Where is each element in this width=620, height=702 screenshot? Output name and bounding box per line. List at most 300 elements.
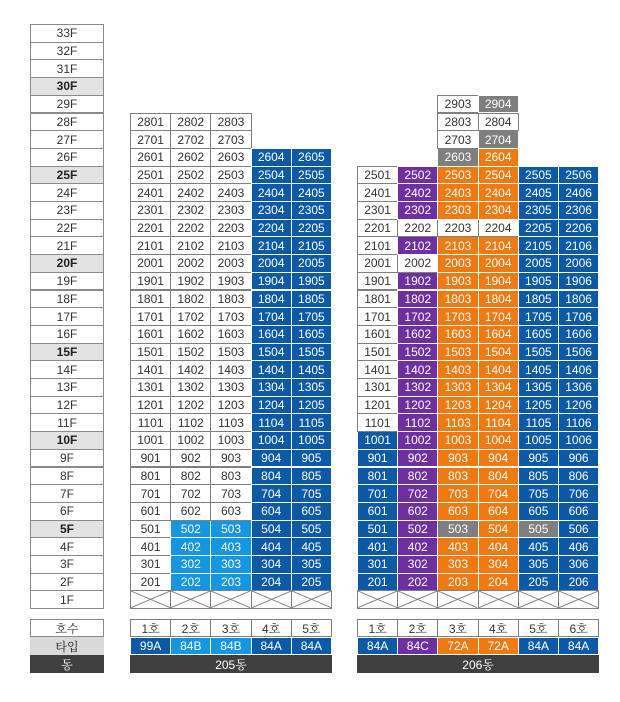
unit-cell: 2601 <box>130 148 171 167</box>
floor-label: 14F <box>30 360 104 379</box>
unit-cell: 902 <box>170 449 211 468</box>
unit-cell: 1203 <box>437 396 478 415</box>
floor-label: 17F <box>30 307 104 326</box>
unit-cell: 501 <box>130 520 171 539</box>
unit-cell: 2301 <box>130 201 171 220</box>
unit-cell: 702 <box>397 484 438 503</box>
unit-cell: 2002 <box>397 254 438 273</box>
unit-cell: 1902 <box>170 272 211 291</box>
unit-cell: 703 <box>210 484 251 503</box>
unit-cell: 1104 <box>251 413 292 432</box>
unit-cell: 2205 <box>518 219 559 238</box>
unit-cell: 204 <box>251 573 292 592</box>
floor-label: 2F <box>30 573 104 592</box>
unit-cell: 802 <box>170 467 211 486</box>
unit-cell: 804 <box>478 467 519 486</box>
unit-cell: 2602 <box>170 148 211 167</box>
unit-cell: 1001 <box>130 431 171 450</box>
floor-label: 24F <box>30 183 104 202</box>
unit-cell: 306 <box>558 555 599 574</box>
unit-cell: 2501 <box>130 166 171 185</box>
unit-cell: 1906 <box>558 272 599 291</box>
unit-cell: 504 <box>251 520 292 539</box>
pilotis-cross-icon <box>397 590 438 609</box>
unit-cell: 603 <box>437 502 478 521</box>
unit-cell: 1206 <box>558 396 599 415</box>
unit-cell: 703 <box>437 484 478 503</box>
unit-cell: 1801 <box>357 290 398 309</box>
unit-cell: 406 <box>558 537 599 556</box>
unit-cell: 1404 <box>251 360 292 379</box>
unit-cell: 2306 <box>558 201 599 220</box>
unit-cell: 505 <box>291 520 332 539</box>
unit-cell: 1504 <box>478 343 519 362</box>
floor-label: 30F <box>30 77 104 96</box>
unit-cell: 2402 <box>170 183 211 202</box>
unit-cell: 605 <box>518 502 559 521</box>
unit-number-label: 2호 <box>397 619 438 637</box>
floor-label: 33F <box>30 24 104 43</box>
unit-type-label: 84A <box>251 637 292 655</box>
unit-cell: 1102 <box>170 413 211 432</box>
unit-type-label: 84A <box>558 637 599 655</box>
unit-cell: 203 <box>437 573 478 592</box>
unit-cell: 2201 <box>130 219 171 238</box>
unit-cell: 2101 <box>130 236 171 255</box>
unit-type-label: 84B <box>170 637 211 655</box>
floor-label: 6F <box>30 502 104 521</box>
unit-cell: 1501 <box>130 343 171 362</box>
unit-cell: 2103 <box>210 236 251 255</box>
unit-cell: 2701 <box>130 130 171 149</box>
unit-cell: 1302 <box>170 378 211 397</box>
unit-cell: 1603 <box>210 325 251 344</box>
floor-label: 25F <box>30 166 104 185</box>
unit-cell: 705 <box>291 484 332 503</box>
floor-label: 29F <box>30 95 104 114</box>
unit-cell: 1905 <box>291 272 332 291</box>
unit-cell: 2105 <box>291 236 332 255</box>
unit-cell: 1002 <box>397 431 438 450</box>
unit-cell: 2001 <box>357 254 398 273</box>
unit-cell: 701 <box>357 484 398 503</box>
unit-cell: 2703 <box>210 130 251 149</box>
unit-cell: 1004 <box>251 431 292 450</box>
unit-cell: 1605 <box>291 325 332 344</box>
unit-cell: 1803 <box>210 290 251 309</box>
unit-cell: 2503 <box>437 166 478 185</box>
floor-label: 11F <box>30 413 104 432</box>
unit-cell: 1802 <box>170 290 211 309</box>
unit-cell: 1004 <box>478 431 519 450</box>
floor-label: 26F <box>30 148 104 167</box>
unit-cell: 1606 <box>558 325 599 344</box>
unit-cell: 805 <box>518 467 559 486</box>
unit-cell: 1904 <box>478 272 519 291</box>
floor-label: 28F <box>30 113 104 132</box>
unit-cell: 1806 <box>558 290 599 309</box>
unit-cell: 2506 <box>558 166 599 185</box>
floor-label: 4F <box>30 537 104 556</box>
unit-cell: 2801 <box>130 113 171 132</box>
unit-cell: 2206 <box>558 219 599 238</box>
unit-cell: 206 <box>558 573 599 592</box>
unit-cell: 805 <box>291 467 332 486</box>
unit-cell: 1705 <box>518 307 559 326</box>
unit-cell: 2102 <box>397 236 438 255</box>
pilotis-cross-icon <box>210 590 251 609</box>
unit-cell: 1205 <box>518 396 559 415</box>
unit-cell: 2203 <box>210 219 251 238</box>
unit-cell: 1102 <box>397 413 438 432</box>
unit-cell: 2005 <box>518 254 559 273</box>
unit-cell: 1105 <box>291 413 332 432</box>
unit-cell: 901 <box>130 449 171 468</box>
unit-cell: 2101 <box>357 236 398 255</box>
unit-cell: 404 <box>478 537 519 556</box>
unit-cell: 606 <box>558 502 599 521</box>
unit-number-label: 2호 <box>170 619 211 637</box>
unit-cell: 2803 <box>210 113 251 132</box>
unit-cell: 2501 <box>357 166 398 185</box>
unit-cell: 1805 <box>518 290 559 309</box>
unit-cell: 2605 <box>291 148 332 167</box>
unit-cell: 1505 <box>291 343 332 362</box>
unit-cell: 203 <box>210 573 251 592</box>
unit-cell: 705 <box>518 484 559 503</box>
unit-cell: 1003 <box>210 431 251 450</box>
floor-label: 16F <box>30 325 104 344</box>
unit-cell: 1003 <box>437 431 478 450</box>
unit-cell: 2004 <box>251 254 292 273</box>
unit-cell: 1803 <box>437 290 478 309</box>
floor-label: 31F <box>30 59 104 78</box>
unit-cell: 903 <box>437 449 478 468</box>
unit-cell: 2202 <box>397 219 438 238</box>
unit-cell: 1402 <box>397 360 438 379</box>
unit-cell: 2406 <box>558 183 599 202</box>
unit-cell: 2105 <box>518 236 559 255</box>
unit-cell: 1604 <box>251 325 292 344</box>
unit-number-label: 1호 <box>357 619 398 637</box>
unit-cell: 1406 <box>558 360 599 379</box>
unit-cell: 1604 <box>478 325 519 344</box>
unit-cell: 702 <box>170 484 211 503</box>
unit-cell: 2403 <box>437 183 478 202</box>
floor-label: 9F <box>30 449 104 468</box>
unit-cell: 502 <box>397 520 438 539</box>
unit-type-label: 84B <box>210 637 251 655</box>
unit-cell: 2205 <box>291 219 332 238</box>
unit-cell: 1502 <box>170 343 211 362</box>
unit-cell: 601 <box>130 502 171 521</box>
floor-label: 7F <box>30 484 104 503</box>
unit-cell: 2504 <box>251 166 292 185</box>
unit-type-label: 99A <box>130 637 171 655</box>
pilotis-cross-icon <box>130 590 171 609</box>
floor-label: 5F <box>30 520 104 539</box>
unit-cell: 201 <box>357 573 398 592</box>
unit-cell: 1205 <box>291 396 332 415</box>
unit-cell: 1902 <box>397 272 438 291</box>
unit-cell: 2305 <box>291 201 332 220</box>
floor-label: 22F <box>30 219 104 238</box>
unit-cell: 1201 <box>130 396 171 415</box>
unit-cell: 601 <box>357 502 398 521</box>
unit-cell: 1702 <box>397 307 438 326</box>
unit-cell: 201 <box>130 573 171 592</box>
floor-label: 32F <box>30 42 104 61</box>
unit-cell: 1403 <box>210 360 251 379</box>
unit-cell: 302 <box>397 555 438 574</box>
unit-cell: 2202 <box>170 219 211 238</box>
unit-cell: 1006 <box>558 431 599 450</box>
unit-type-label: 84A <box>518 637 559 655</box>
unit-cell: 2405 <box>291 183 332 202</box>
unit-cell: 1603 <box>437 325 478 344</box>
unit-cell: 1701 <box>130 307 171 326</box>
unit-cell: 1405 <box>291 360 332 379</box>
building-name-label: 206동 <box>357 655 599 673</box>
unit-cell: 501 <box>357 520 398 539</box>
unit-cell: 1404 <box>478 360 519 379</box>
unit-cell: 1705 <box>291 307 332 326</box>
unit-cell: 1601 <box>357 325 398 344</box>
unit-cell: 905 <box>518 449 559 468</box>
unit-cell: 405 <box>291 537 332 556</box>
unit-cell: 2502 <box>170 166 211 185</box>
unit-number-label: 3호 <box>210 619 251 637</box>
unit-type-label: 72A <box>437 637 478 655</box>
unit-cell: 2503 <box>210 166 251 185</box>
unit-cell: 903 <box>210 449 251 468</box>
unit-cell: 1001 <box>357 431 398 450</box>
unit-cell: 801 <box>357 467 398 486</box>
unit-cell: 205 <box>291 573 332 592</box>
hosu-row-label: 호수 <box>30 619 104 637</box>
unit-cell: 2201 <box>357 219 398 238</box>
unit-cell: 1401 <box>357 360 398 379</box>
unit-cell: 2804 <box>478 113 519 132</box>
pilotis-cross-icon <box>357 590 398 609</box>
unit-cell: 704 <box>478 484 519 503</box>
unit-cell: 1305 <box>518 378 559 397</box>
unit-cell: 1701 <box>357 307 398 326</box>
unit-cell: 1002 <box>170 431 211 450</box>
unit-cell: 1203 <box>210 396 251 415</box>
unit-cell: 202 <box>170 573 211 592</box>
unit-cell: 2604 <box>251 148 292 167</box>
unit-cell: 1905 <box>518 272 559 291</box>
unit-cell: 1504 <box>251 343 292 362</box>
unit-cell: 205 <box>518 573 559 592</box>
unit-cell: 2603 <box>437 148 478 167</box>
unit-cell: 202 <box>397 573 438 592</box>
unit-cell: 1204 <box>251 396 292 415</box>
floor-label: 20F <box>30 254 104 273</box>
unit-cell: 1403 <box>437 360 478 379</box>
unit-cell: 403 <box>437 537 478 556</box>
unit-cell: 602 <box>170 502 211 521</box>
unit-cell: 2303 <box>437 201 478 220</box>
unit-cell: 2204 <box>478 219 519 238</box>
unit-cell: 1005 <box>291 431 332 450</box>
unit-cell: 2001 <box>130 254 171 273</box>
unit-cell: 2104 <box>478 236 519 255</box>
unit-cell: 1805 <box>291 290 332 309</box>
unit-cell: 605 <box>291 502 332 521</box>
unit-cell: 2304 <box>251 201 292 220</box>
unit-cell: 704 <box>251 484 292 503</box>
floor-label: 8F <box>30 467 104 486</box>
unit-cell: 1304 <box>478 378 519 397</box>
unit-cell: 2004 <box>478 254 519 273</box>
unit-cell: 906 <box>558 449 599 468</box>
unit-cell: 2904 <box>478 95 519 114</box>
pilotis-cross-icon <box>251 590 292 609</box>
unit-cell: 503 <box>437 520 478 539</box>
unit-cell: 2404 <box>478 183 519 202</box>
unit-cell: 1201 <box>357 396 398 415</box>
floor-label: 1F <box>30 590 104 609</box>
unit-cell: 304 <box>478 555 519 574</box>
unit-cell: 2103 <box>437 236 478 255</box>
unit-cell: 504 <box>478 520 519 539</box>
unit-cell: 1702 <box>170 307 211 326</box>
unit-cell: 801 <box>130 467 171 486</box>
unit-number-label: 4호 <box>478 619 519 637</box>
unit-cell: 1903 <box>437 272 478 291</box>
unit-cell: 1901 <box>357 272 398 291</box>
unit-cell: 303 <box>437 555 478 574</box>
unit-number-label: 3호 <box>437 619 478 637</box>
unit-type-label: 72A <box>478 637 519 655</box>
unit-cell: 2302 <box>170 201 211 220</box>
floor-label: 27F <box>30 130 104 149</box>
unit-cell: 2505 <box>291 166 332 185</box>
unit-cell: 2603 <box>210 148 251 167</box>
unit-cell: 1402 <box>170 360 211 379</box>
unit-cell: 506 <box>558 520 599 539</box>
unit-cell: 603 <box>210 502 251 521</box>
unit-cell: 302 <box>170 555 211 574</box>
unit-cell: 1005 <box>518 431 559 450</box>
unit-cell: 1401 <box>130 360 171 379</box>
unit-cell: 403 <box>210 537 251 556</box>
unit-cell: 402 <box>170 537 211 556</box>
unit-cell: 1202 <box>170 396 211 415</box>
unit-cell: 1605 <box>518 325 559 344</box>
unit-cell: 2504 <box>478 166 519 185</box>
unit-cell: 1506 <box>558 343 599 362</box>
unit-cell: 1704 <box>478 307 519 326</box>
unit-cell: 502 <box>170 520 211 539</box>
unit-cell: 2803 <box>437 113 478 132</box>
floor-label: 15F <box>30 343 104 362</box>
unit-cell: 304 <box>251 555 292 574</box>
unit-cell: 1103 <box>210 413 251 432</box>
unit-cell: 1305 <box>291 378 332 397</box>
unit-cell: 2003 <box>437 254 478 273</box>
unit-cell: 604 <box>478 502 519 521</box>
unit-cell: 301 <box>357 555 398 574</box>
unit-cell: 2002 <box>170 254 211 273</box>
unit-cell: 804 <box>251 467 292 486</box>
unit-cell: 904 <box>251 449 292 468</box>
unit-cell: 2505 <box>518 166 559 185</box>
unit-number-label: 5호 <box>291 619 332 637</box>
unit-cell: 905 <box>291 449 332 468</box>
unit-cell: 1106 <box>558 413 599 432</box>
pilotis-cross-icon <box>437 590 478 609</box>
unit-cell: 2305 <box>518 201 559 220</box>
unit-cell: 2404 <box>251 183 292 202</box>
unit-cell: 2106 <box>558 236 599 255</box>
unit-cell: 305 <box>291 555 332 574</box>
unit-cell: 1301 <box>130 378 171 397</box>
unit-cell: 706 <box>558 484 599 503</box>
unit-cell: 1104 <box>478 413 519 432</box>
unit-cell: 2203 <box>437 219 478 238</box>
unit-cell: 1704 <box>251 307 292 326</box>
unit-cell: 2301 <box>357 201 398 220</box>
unit-cell: 1703 <box>437 307 478 326</box>
unit-cell: 2006 <box>558 254 599 273</box>
unit-cell: 602 <box>397 502 438 521</box>
unit-cell: 604 <box>251 502 292 521</box>
unit-number-label: 4호 <box>251 619 292 637</box>
unit-cell: 1901 <box>130 272 171 291</box>
unit-cell: 1904 <box>251 272 292 291</box>
unit-cell: 806 <box>558 467 599 486</box>
unit-cell: 2104 <box>251 236 292 255</box>
unit-cell: 204 <box>478 573 519 592</box>
unit-cell: 301 <box>130 555 171 574</box>
unit-cell: 2003 <box>210 254 251 273</box>
unit-cell: 1302 <box>397 378 438 397</box>
floor-label: 13F <box>30 378 104 397</box>
unit-cell: 2802 <box>170 113 211 132</box>
unit-cell: 405 <box>518 537 559 556</box>
floor-label: 21F <box>30 236 104 255</box>
unit-cell: 901 <box>357 449 398 468</box>
unit-number-label: 1호 <box>130 619 171 637</box>
unit-cell: 2702 <box>170 130 211 149</box>
pilotis-cross-icon <box>478 590 519 609</box>
dong-row-label: 동 <box>30 655 104 673</box>
unit-cell: 1503 <box>437 343 478 362</box>
unit-cell: 1306 <box>558 378 599 397</box>
unit-cell: 2005 <box>291 254 332 273</box>
unit-cell: 2302 <box>397 201 438 220</box>
unit-cell: 305 <box>518 555 559 574</box>
unit-cell: 401 <box>357 537 398 556</box>
unit-cell: 2401 <box>357 183 398 202</box>
unit-cell: 1304 <box>251 378 292 397</box>
unit-cell: 1303 <box>210 378 251 397</box>
unit-cell: 1804 <box>478 290 519 309</box>
unit-cell: 2403 <box>210 183 251 202</box>
floor-label: 23F <box>30 201 104 220</box>
unit-cell: 1405 <box>518 360 559 379</box>
unit-cell: 802 <box>397 467 438 486</box>
unit-cell: 1103 <box>437 413 478 432</box>
unit-cell: 2703 <box>437 130 478 149</box>
unit-cell: 1804 <box>251 290 292 309</box>
unit-cell: 1802 <box>397 290 438 309</box>
floor-label: 3F <box>30 555 104 574</box>
unit-cell: 2903 <box>437 95 478 114</box>
